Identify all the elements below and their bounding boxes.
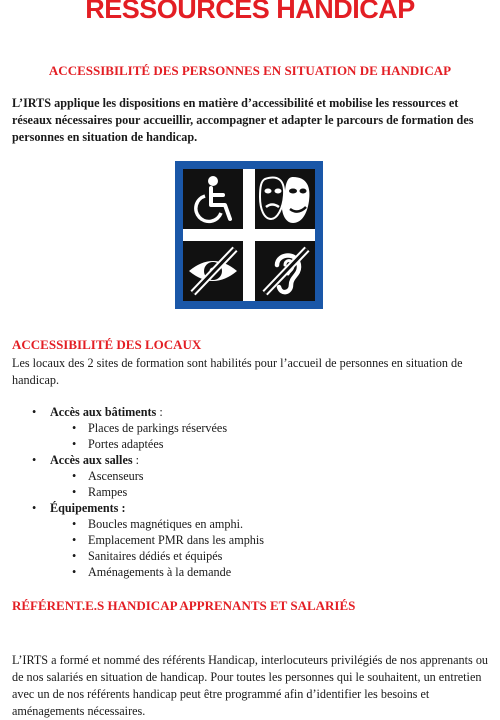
sub-list-item: • Places de parkings réservées	[50, 420, 264, 436]
page-title: RESSOURCES HANDICAP	[85, 0, 415, 24]
crossed-eye-icon	[183, 241, 243, 301]
intro-paragraph: L’IRTS applique les dispositions en matière d’accessibilité et mobilise les ressources et réseaux nécessaires pour accueillir, accompagner et adapter le parcours de formation des personnes en situation de handicap.	[12, 96, 474, 144]
list-item: • Accès aux salles : • Ascenseurs • Rampes	[0, 452, 264, 500]
referents-paragraph: L’IRTS a formé et nommé des référents Handicap, interlocuteurs privilégiés de nos apprenants ou de nos salariés en situation de handicap. Pour toutes les personnes qui le souhaitent, un entretien avec un de nos référents handicap peut être programmé afin d’identifier les besoins et aménagements nécessaires.	[12, 653, 489, 718]
sub-list-item: • Ascenseurs	[50, 468, 264, 484]
locaux-list	[0, 404, 264, 580]
sub-list-item: • Rampes	[50, 484, 264, 500]
locaux-paragraph: Les locaux des 2 sites de formation sont habilités pour l’accueil de personnes en situation de handicap.	[12, 356, 463, 387]
sub-list-item: • Boucles magnétiques en amphi.	[50, 516, 264, 532]
wheelchair-icon	[183, 169, 243, 229]
section-subtitle: ACCESSIBILITÉ DES PERSONNES EN SITUATION DE HANDICAP	[48, 63, 452, 78]
theatre-mask-icon	[255, 169, 315, 229]
sub-list-item: • Emplacement PMR dans les amphis	[50, 532, 264, 548]
accessibility-pictograms	[175, 161, 323, 309]
list-item: • Accès aux bâtiments : • Places de parkings réservées • Portes adaptées	[0, 404, 264, 452]
sub-list-item: • Sanitaires dédiés et équipés	[50, 548, 264, 564]
crossed-ear-icon	[255, 241, 315, 301]
locaux-heading: ACCESSIBILITÉ DES LOCAUX	[12, 337, 202, 352]
list-item	[0, 500, 264, 580]
list-item-label: Accès aux bâtiments	[50, 405, 157, 419]
sub-list-item: • Portes adaptées	[50, 436, 264, 452]
list-item-label: Équipements :	[50, 501, 126, 515]
sub-list-item: • Aménagements à la demande	[50, 564, 264, 580]
referents-heading: RÉFÉRENT.E.S HANDICAP APPRENANTS ET SALARIÉS	[12, 598, 356, 613]
list-item-label: Accès aux salles	[50, 453, 133, 467]
